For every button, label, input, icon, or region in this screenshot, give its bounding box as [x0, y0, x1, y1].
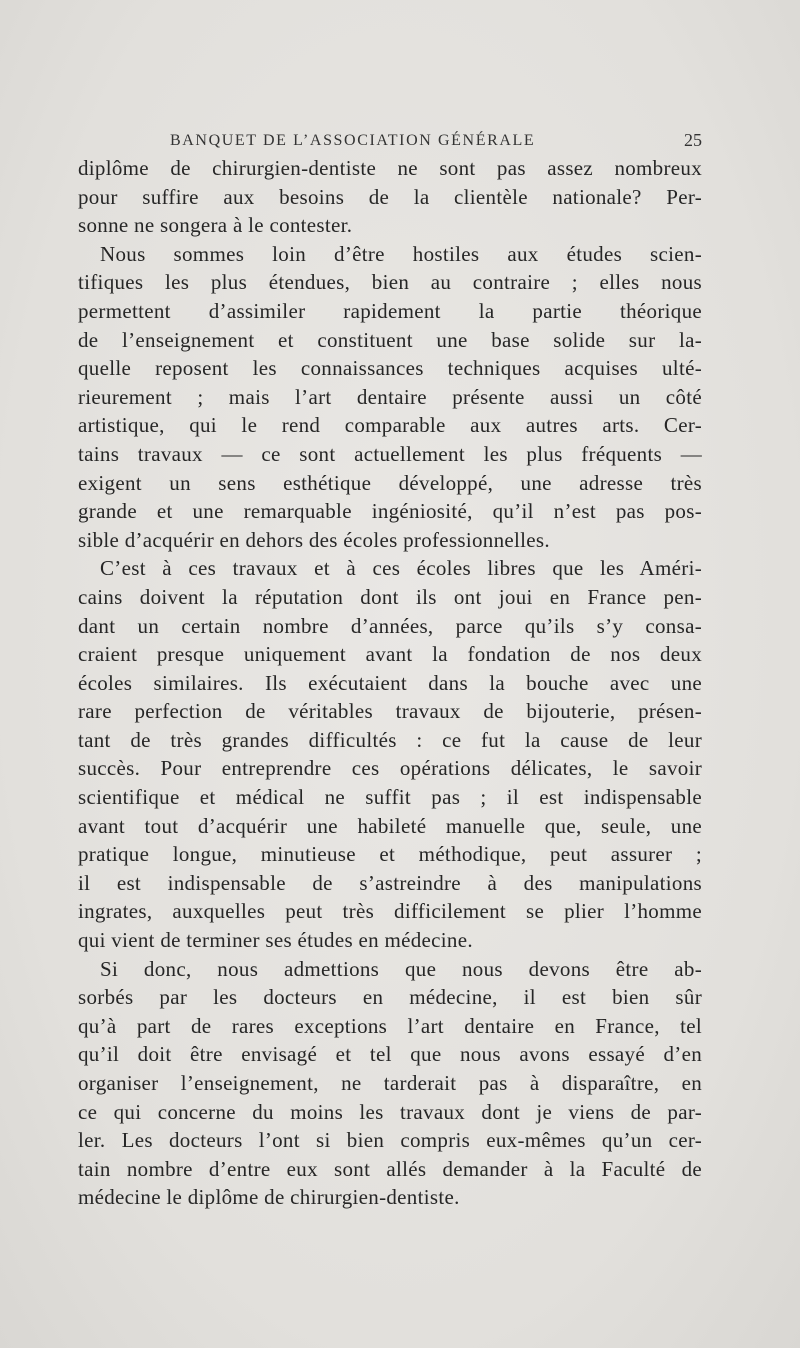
text-line: tains travaux — ce sont actuellement les plus fréquents —	[78, 441, 702, 466]
text-line: C’est à ces travaux et à ces écoles libres que les Améri-	[100, 556, 702, 581]
running-head	[78, 128, 702, 154]
text-line: médecine le diplôme de chirurgien-dentiste.	[78, 1185, 460, 1210]
text-line: quelle reposent les connaissances techniques acquises ulté-	[78, 356, 702, 381]
text-line: écoles similaires. Ils exécutaient dans la bouche avec une	[78, 670, 702, 695]
text-line: pour suffire aux besoins de la clientèle nationale? Per-	[78, 184, 702, 209]
text-line: permettent d’assimiler rapidement la partie théorique	[78, 298, 702, 323]
text-line: rieurement ; mais l’art dentaire présente aussi un côté	[78, 384, 702, 409]
text-line: de l’enseignement et constituent une base solide sur la-	[78, 327, 702, 352]
text-line: qu’il doit être envisagé et tel que nous avons essayé d’en	[78, 1042, 702, 1067]
text-line: ce qui concerne du moins les travaux dont je viens de par-	[78, 1099, 702, 1124]
text-line: organiser l’enseignement, ne tarderait pas à disparaître, en	[78, 1071, 702, 1095]
text-line: tant de très grandes difficultés : ce fut la cause de leur	[78, 727, 702, 752]
text-line: sible d’acquérir en dehors des écoles professionnelles.	[78, 527, 550, 552]
book-page	[78, 128, 702, 1212]
text-line: Si donc, nous admettions que nous devons être ab-	[100, 956, 702, 981]
text-line: ler. Les docteurs l’ont si bien compris eux-mêmes qu’un cer-	[78, 1128, 702, 1153]
text-line: grande et une remarquable ingéniosité, qu’il n’est pas pos-	[78, 499, 702, 524]
text-line: rare perfection de véritables travaux de bijouterie, présen-	[78, 699, 702, 724]
text-line: sorbés par les docteurs en médecine, il est bien sûr	[78, 985, 702, 1010]
text-line: exigent un sens esthétique développé, une adresse très	[78, 470, 702, 495]
text-line: ingrates, auxquelles peut très difficilement se plier l’homme	[78, 899, 702, 924]
text-line: diplôme de chirurgien-dentiste ne sont pas assez nombreux	[78, 156, 702, 180]
text-line: pratique longue, minutieuse et méthodique, peut assurer ;	[78, 842, 702, 867]
text-line: tain nombre d’entre eux sont allés demander à la Faculté de	[78, 1156, 702, 1181]
text-line: avant tout d’acquérir une habileté manuelle que, seule, une	[78, 813, 702, 838]
running-title: BANQUET DE L’ASSOCIATION GÉNÉRALE	[170, 132, 536, 149]
text-line: tifiques les plus étendues, bien au contraire ; elles nous	[78, 270, 702, 295]
text-line: dant un certain nombre d’années, parce qu’ils s’y consa-	[78, 613, 702, 638]
text-line: qui vient de terminer ses études en médecine.	[78, 928, 473, 953]
text-line: il est indispensable de s’astreindre à des manipulations	[78, 870, 702, 895]
text-line: craient presque uniquement avant la fondation de nos deux	[78, 642, 702, 667]
text-line: qu’à part de rares exceptions l’art dentaire en France, tel	[78, 1013, 702, 1038]
text-line: cains doivent la réputation dont ils ont joui en France pen-	[78, 584, 702, 609]
text-line: succès. Pour entreprendre ces opérations délicates, le savoir	[78, 756, 702, 781]
body-text	[78, 154, 702, 1212]
text-line: artistique, qui le rend comparable aux autres arts. Cer-	[78, 413, 702, 438]
page-number: 25	[684, 130, 702, 150]
text-line: Nous sommes loin d’être hostiles aux études scien-	[100, 241, 702, 266]
text-line: sonne ne songera à le contester.	[78, 213, 353, 238]
text-line: scientifique et médical ne suffit pas ; il est indispensable	[78, 785, 702, 810]
